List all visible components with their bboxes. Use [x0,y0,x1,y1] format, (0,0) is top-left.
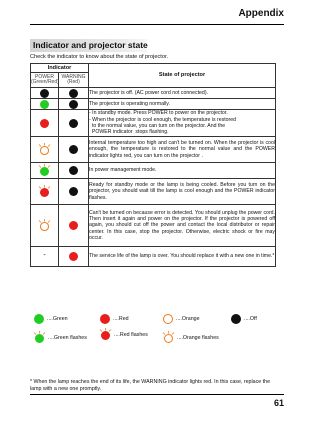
warning-lamp-off-icon [69,89,78,98]
green-flash-icon [33,331,46,344]
state-description: The service life of the lamp is over. You should replace it with a new one in time.* [89,247,276,267]
legend-red-flash-label: ....Red flashes [114,331,148,338]
legend-orange [163,314,200,324]
power-indicator-cell [31,205,59,247]
warning-header-sub: (Red) [67,79,80,85]
power-indicator-cell [31,163,59,179]
warning-lamp-off-icon [69,119,78,128]
warning-lamp-red-icon [69,221,78,230]
table-row [31,179,276,205]
table-row [31,110,276,137]
power-lamp-orange-flash-icon [38,143,51,156]
table-row [31,137,276,163]
table-row [31,205,276,247]
power-lamp-off-icon [40,89,49,98]
power-lamp-red-icon [40,119,49,128]
red-flash-icon [99,328,112,341]
header-rule [30,24,284,25]
legend-off-label: ....Off [244,316,257,322]
page-number: 61 [273,398,284,408]
power-lamp-red-flash-icon [38,185,51,198]
power-lamp-green-flash-icon [38,164,51,177]
warning-lamp-red-icon [69,252,78,261]
warning-indicator-cell [59,247,89,267]
power-indicator-cell [31,88,59,99]
legend-red-label: ....Red [113,316,129,322]
table-row [31,88,276,99]
warning-header [59,73,89,88]
indicator-table [30,63,276,267]
power-indicator-cell [31,247,59,267]
warning-indicator-cell [59,99,89,110]
warning-indicator-cell [59,163,89,179]
warning-header-label: WARNING [61,73,86,80]
legend-red-flash [99,328,148,341]
legend-orange-flash-label: ....Orange flashes [177,334,219,341]
red-dot-icon [100,314,110,324]
orange-flash-icon [162,331,175,344]
warning-lamp-off-icon [69,187,78,196]
warning-lamp-off-icon [69,145,78,154]
legend-orange-flash [162,331,219,344]
power-header [31,73,59,88]
legend-off [231,314,257,324]
footnote: * When the lamp reaches the end of its life, the WARNING indicator lights red. In this case, replace the lamp with a new one promptly. [30,379,271,392]
legend-green-flash [33,331,87,344]
indicator-group-header: Indicator [31,64,89,73]
power-indicator-cell [31,137,59,163]
warning-indicator-cell [59,88,89,99]
state-description: In power management mode. [89,163,276,179]
state-description: Can't be turned on because error is detected. You should unplug the power cord. Then insert it again and power on the projector. If the projector is powered off again, you should cut off the power and contact the local distributor or repair center. In this case, stop the projector. Otherwise, electric shock or fire may occur. [89,205,276,247]
power-indicator-text: - [43,252,46,260]
orange-ring-icon [163,314,173,324]
warning-indicator-cell [59,137,89,163]
section-title: Indicator and projector state [30,39,147,52]
warning-lamp-off-icon [69,100,78,109]
state-description: The projector is off. (AC power cord not connected). [89,88,276,99]
table-row [31,163,276,179]
footer-rule [30,394,284,395]
legend-green-flash-label: ....Green flashes [48,334,87,341]
warning-indicator-cell [59,110,89,137]
state-description: Internal temperature too high and can't be turned on. When the projector is cool enough, the temperature is restored to the normal value and the POWER indicator lights red, you can turn on the projector . [89,137,276,163]
table-row [31,99,276,110]
off-dot-icon [231,314,241,324]
power-header-label: POWER [35,73,54,80]
state-header: State of projector [89,64,276,88]
green-dot-icon [34,314,44,324]
running-header: Appendix [238,8,284,19]
legend-green-label: ....Green [47,316,68,322]
table-row [31,247,276,267]
power-lamp-green-icon [40,100,49,109]
power-indicator-cell [31,99,59,110]
warning-indicator-cell [59,179,89,205]
power-indicator-cell [31,110,59,137]
state-description: Ready for standby mode or the lamp is being cooled. Before you turn on the projector, you should wait till the lamp is cool enough and the POWER indicator flashes. [89,179,276,205]
state-description: - In standby mode. Press POWER to power on the projector. - When the projector is cool enough, the temperature is restored to the normal value, you can turn on the projector. And the POWER indicator stops flashing. [89,110,276,137]
power-header-sub: (Green/Red) [31,79,59,85]
state-description: The projector is operating normally. [89,99,276,110]
legend-orange-label: ....Orange [176,316,200,322]
legend-red [100,314,129,324]
power-lamp-orange-flash-icon [38,219,51,232]
legend-green [34,314,68,324]
warning-lamp-off-icon [69,166,78,175]
power-indicator-cell [31,179,59,205]
warning-indicator-cell [59,205,89,247]
intro-text: Check the indicator to know about the state of projector. [30,54,169,60]
